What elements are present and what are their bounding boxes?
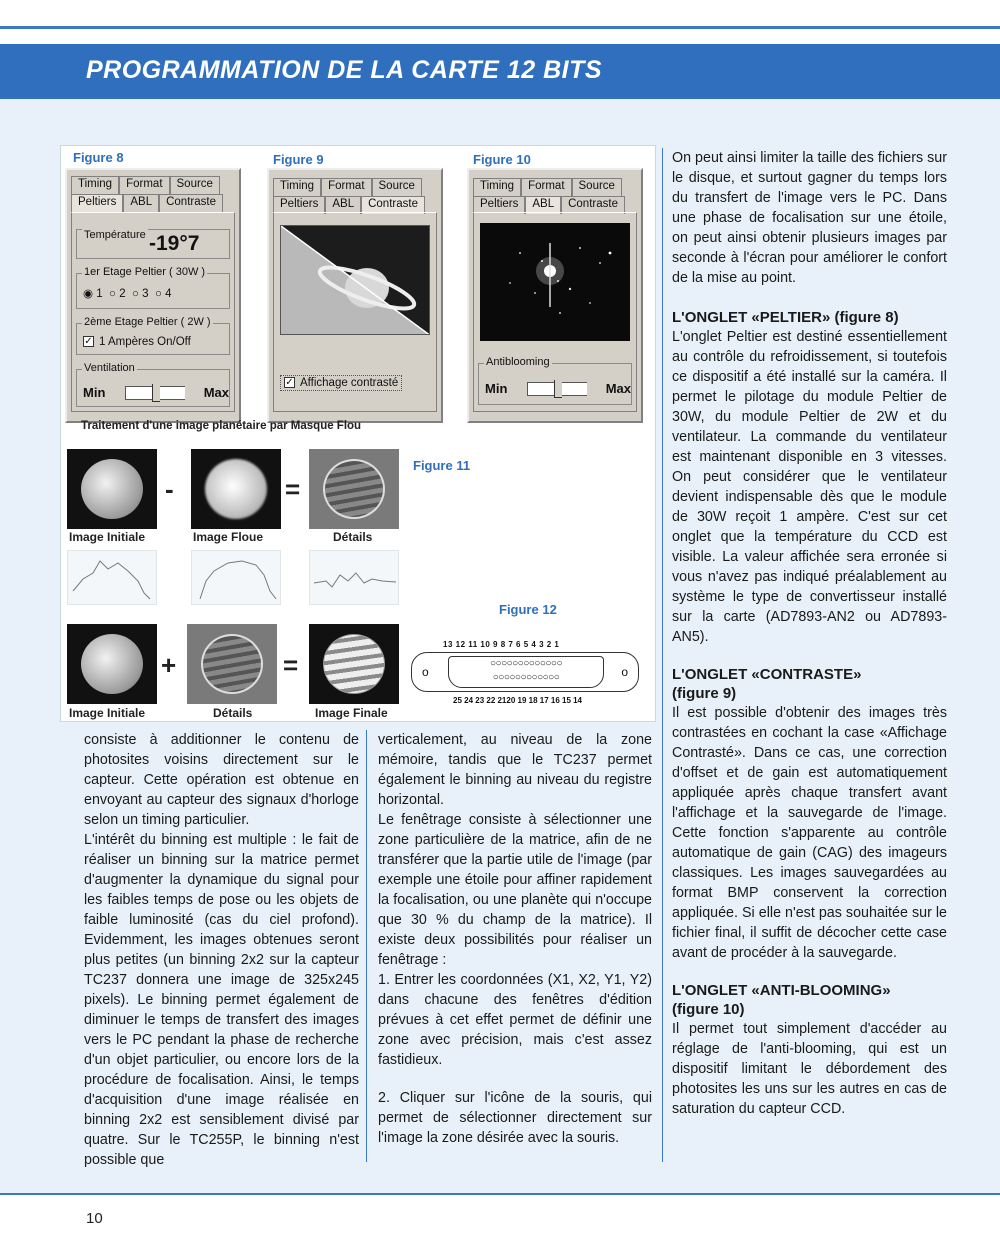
temperature-group	[76, 229, 230, 259]
contraste-panel	[267, 168, 443, 423]
tab-body	[273, 212, 437, 412]
tab-timing[interactable]: Timing	[273, 178, 321, 196]
connector-pin-row-top: ○○○○○○○○○○○○○	[489, 658, 563, 669]
tab-source[interactable]: Source	[572, 178, 622, 196]
top-rule	[0, 26, 1000, 29]
ventilation-group	[76, 362, 230, 407]
db25-connector	[411, 652, 639, 692]
tab-timing[interactable]: Timing	[473, 178, 521, 196]
checkbox-icon: ✓	[285, 377, 294, 389]
column-1	[84, 730, 359, 1170]
caption-image-initiale: Image Initiale	[69, 530, 146, 544]
figure-area	[60, 145, 656, 722]
peltier-panel	[65, 168, 241, 423]
caption-details: Détails	[333, 530, 373, 544]
profile-graph-details	[309, 550, 399, 605]
planet-final-image	[309, 624, 399, 704]
etage1-title: 1er Etage Peltier ( 30W )	[84, 266, 206, 278]
paragraph: On peut ainsi limiter la taille des fichiers sur le disque, et surtout gagner du temps lors du transfert de l'image vers le PC. Dans une phase de focalisation sur une étoile, on peut ainsi obtenir plusieurs images par seconde à l'écran pour améliorer le confort de la mise au point.	[672, 150, 947, 286]
connector-shell	[448, 656, 604, 688]
figure-8-label: Figure 8	[73, 150, 124, 165]
page-title: PROGRAMMATION DE LA CARTE 12 BITS	[86, 56, 603, 84]
paragraph: verticalement, au niveau de la zone mémoire, tandis que le TC237 permet également le binning au niveau du registre horizontal.	[378, 732, 652, 808]
figure-11-label: Figure 11	[413, 458, 471, 473]
paragraph: 2. Cliquer sur l'icône de la souris, qui permet de sélectionner directement sur l'image la zone désirée avec la souris.	[378, 1090, 652, 1146]
caption-image-initiale-2: Image Initiale	[69, 706, 146, 720]
ventilation-slider[interactable]	[125, 386, 185, 400]
planet-details-image-2	[187, 624, 277, 704]
checkbox-icon: ✓	[84, 336, 93, 348]
paragraph: L'onglet Peltier est destiné essentiellement au contrôle du refroidissement, si toutefois ce dispositif a été installé sur la caméra. Il permet le pilotage du module Peltier de 30W, du module Peltier de 2W et du ventilateur. La commande du ventilateur est maintenant disponible en 3 vitesses. On peut considérer que le ventilateur devient indispensable dès que le module de 30W reçoit 1 ampère. C'est sur cet onglet que la température du CCD est visible. La valeur affichée sera erronée si vous n'avez pas indiqué préalablement au système le type de convertisseur installé sur la carte (AD7893-AN2 ou AD7893-AN5).	[672, 329, 947, 645]
ampere-checkbox[interactable]: ✓ 1 Ampères On/Off	[84, 336, 191, 348]
connector-screw-right: o	[621, 665, 628, 679]
temperature-title: Température	[84, 229, 146, 241]
equals-operator: =	[285, 474, 301, 504]
antiblooming-title: Antiblooming	[486, 356, 550, 368]
radio-4[interactable]: ○ 4	[154, 288, 172, 300]
planet-blur-image	[191, 449, 281, 529]
paragraph: Il est possible d'obtenir des images très contrastées en cochant la case «Affichage Contrasté». Dans ce cas, une correction d'offset et de gain est automatiquement appliquée après chaque transfert avant l'affichage et la sauvegarde de l'image. Cette fonction s'apparente au contrôle automatique de gain (CAG) des imageurs classiques. Les images sauvegardées au format BMP conservent la correction appliquée. Si elle n'est pas souhaitée sur le fichier final, il suffit de décocher cette case avant de procéder à la sauvegarde.	[672, 705, 947, 961]
tab-contraste[interactable]: Contraste	[159, 194, 223, 212]
radio-2[interactable]: ○ 2	[109, 288, 126, 300]
min-label: Min	[485, 381, 508, 396]
tab-format[interactable]: Format	[521, 178, 571, 196]
column-divider	[662, 148, 663, 1162]
planet-initial-image-2	[67, 624, 157, 704]
antiblooming-panel	[467, 168, 643, 423]
figure-12-label: Figure 12	[499, 602, 557, 617]
profile-graph-initial	[67, 550, 157, 605]
bottom-rule	[0, 1193, 1000, 1195]
tab-abl[interactable]: ABL	[525, 196, 561, 214]
slider-thumb[interactable]	[152, 384, 160, 402]
etage2-group	[76, 316, 230, 355]
tab-format[interactable]: Format	[321, 178, 371, 196]
figure-9-label: Figure 9	[273, 152, 324, 167]
title-banner	[0, 44, 1000, 99]
connector-screw-left: o	[422, 665, 429, 679]
paragraph: L'intérêt du binning est multiple : le fait de réaliser un binning sur la matrice permet d'augmenter la dynamique du signal pour les faibles temps de pose ou les objets de faible luminosité (cas du ciel profond). Evidemment, les images obtenues seront plus petites (un binning 2x2 sur la capteur TC237 donnera une image de 325x245 pixels). Le binning permet également de diminuer le temps de transfert des images vers le PC pendant la phase de recherche d'un objet particulier, ou encore lors de la procédure de focalisation. Ainsi, le temps d'acquisition d'une image réalisée en binning 2x2 est sensiblement divisé par quatre. Sur le TC255P, le binning n'est possible que	[84, 832, 359, 1168]
antiblooming-group	[478, 356, 632, 405]
max-label: Max	[605, 381, 631, 396]
affichage-contraste-checkbox[interactable]: ✓ Affichage contrasté	[280, 375, 402, 391]
plus-operator: +	[161, 650, 177, 680]
tab-peltiers[interactable]: Peltiers	[273, 196, 325, 214]
figure-10-label: Figure 10	[473, 152, 531, 167]
temperature-value: -19°7	[149, 232, 200, 255]
tab-source[interactable]: Source	[372, 178, 422, 196]
paragraph: 1. Entrer les coordonnées (X1, X2, Y1, Y2) dans chacune des fenêtres d'édition prévues à cet effet permet de définir une zone avec précision, mais c'est assez fastidieux.	[378, 972, 652, 1068]
equals-operator-2: =	[283, 650, 299, 680]
caption-image-floue: Image Floue	[193, 530, 264, 544]
column-divider	[366, 730, 367, 1162]
tab-body	[473, 212, 637, 412]
page-number: 10	[86, 1210, 103, 1227]
minus-operator: -	[165, 474, 174, 504]
radio-1[interactable]: ◉ 1	[83, 288, 103, 300]
max-label: Max	[203, 385, 229, 400]
paragraph: consiste à additionner le contenu de photosites voisins directement sur le capteur. Cette opération est obtenue en envoyant au capteur des signaux d'horloge selon un timing particulier.	[84, 732, 359, 828]
connector-pin-row-bottom: ○○○○○○○○○○○○	[492, 672, 560, 683]
etage1-group	[76, 266, 230, 309]
ventilation-title: Ventilation	[84, 362, 135, 374]
column-3	[672, 148, 947, 1119]
figure-11-title: Traitement d'une image planétaire par Masque Flou	[81, 420, 362, 432]
connector-bottom-pins: 25 24 23 22 2120 19 18 17 16 15 14	[453, 696, 583, 705]
tab-format[interactable]: Format	[119, 176, 169, 194]
profile-graph-blur	[191, 550, 281, 605]
tab-abl[interactable]: ABL	[325, 196, 361, 214]
caption-details-2: Détails	[213, 706, 253, 720]
tab-peltiers[interactable]: Peltiers	[71, 194, 123, 212]
planet-initial-image	[67, 449, 157, 529]
paragraph: Le fenêtrage consiste à sélectionner une zone particulière de la matrice, afin de ne transférer que la partie utile de l'image (par exemple une étoile pour affiner rapidement la focalisation, ou une planète qui n'occupe que 30 % du champ de la matrice). Il existe deux possibilités pour réaliser un fenêtrage :	[378, 812, 652, 968]
section-heading: L'ONGLET «PELTIER» (figure 8)	[672, 309, 899, 326]
planet-details-image	[309, 449, 399, 529]
tab-abl[interactable]: ABL	[123, 194, 159, 212]
etage2-title: 2ème Etage Peltier ( 2W )	[84, 316, 211, 328]
connector-top-pins: 13 12 11 10 9 8 7 6 5 4 3 2 1	[443, 640, 560, 649]
tab-body	[71, 212, 235, 412]
star-image	[480, 223, 630, 341]
caption-image-finale: Image Finale	[315, 706, 388, 720]
tab-timing[interactable]: Timing	[71, 176, 119, 194]
antiblooming-slider[interactable]	[527, 382, 587, 396]
tab-contraste[interactable]: Contraste	[561, 196, 625, 214]
section-heading: L'ONGLET «CONTRASTE» (figure 9)	[672, 666, 862, 702]
tab-source[interactable]: Source	[170, 176, 220, 194]
min-label: Min	[83, 385, 106, 400]
radio-3[interactable]: ○ 3	[131, 288, 149, 300]
tab-contraste[interactable]: Contraste	[361, 196, 425, 214]
column-2	[378, 730, 652, 1148]
saturn-image	[280, 225, 430, 335]
section-heading: L'ONGLET «ANTI-BLOOMING» (figure 10)	[672, 982, 891, 1018]
paragraph: Il permet tout simplement d'accéder au réglage de l'anti-blooming, qui est un dispositif limitant le débordement des photosites les uns sur les autres en cas de saturation du capteur CCD.	[672, 1021, 947, 1117]
slider-thumb[interactable]	[554, 380, 562, 398]
tab-peltiers[interactable]: Peltiers	[473, 196, 525, 214]
